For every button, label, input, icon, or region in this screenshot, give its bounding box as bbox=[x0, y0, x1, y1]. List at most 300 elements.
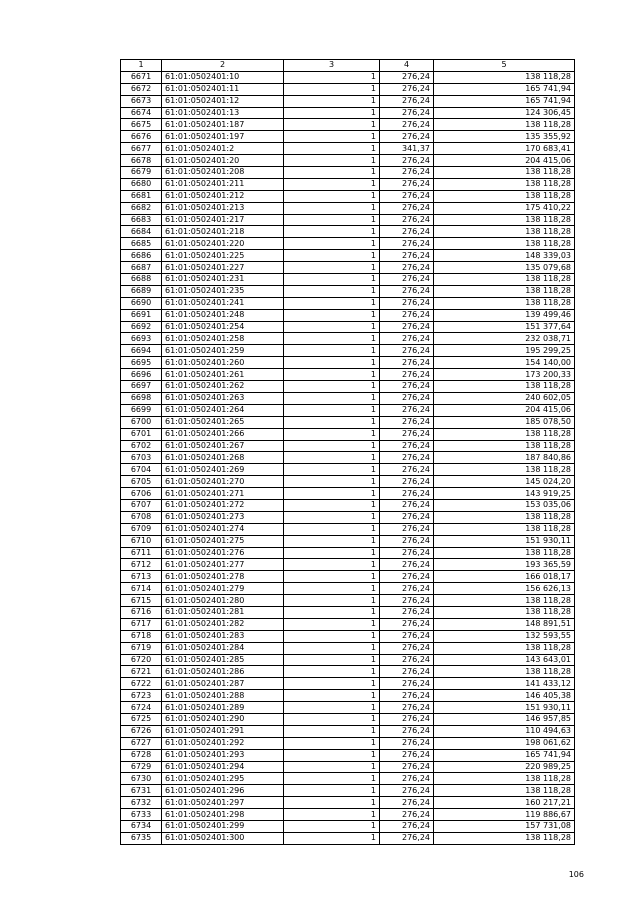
value-cell: 138 118,28 bbox=[434, 274, 575, 286]
value-cell: 138 118,28 bbox=[434, 428, 575, 440]
quantity-cell: 1 bbox=[284, 606, 380, 618]
value-cell: 195 299,25 bbox=[434, 345, 575, 357]
area-cell: 276,24 bbox=[380, 488, 434, 500]
row-number-cell: 6675 bbox=[121, 119, 162, 131]
table-row bbox=[121, 476, 575, 488]
table-row bbox=[121, 262, 575, 274]
area-cell: 276,24 bbox=[380, 821, 434, 833]
cadastral-number-cell: 61:01:0502401:273 bbox=[162, 511, 284, 523]
area-cell: 276,24 bbox=[380, 499, 434, 511]
area-cell: 276,24 bbox=[380, 571, 434, 583]
area-cell: 276,24 bbox=[380, 381, 434, 393]
quantity-cell: 1 bbox=[284, 571, 380, 583]
table-row bbox=[121, 440, 575, 452]
cadastral-number-cell: 61:01:0502401:276 bbox=[162, 547, 284, 559]
table-row bbox=[121, 797, 575, 809]
quantity-cell: 1 bbox=[284, 178, 380, 190]
quantity-cell: 1 bbox=[284, 214, 380, 226]
cadastral-number-cell: 61:01:0502401:213 bbox=[162, 202, 284, 214]
value-cell: 135 355,92 bbox=[434, 131, 575, 143]
quantity-cell: 1 bbox=[284, 452, 380, 464]
area-cell: 276,24 bbox=[380, 797, 434, 809]
cadastral-number-cell: 61:01:0502401:20 bbox=[162, 155, 284, 167]
quantity-cell: 1 bbox=[284, 749, 380, 761]
cadastral-number-cell: 61:01:0502401:296 bbox=[162, 785, 284, 797]
area-cell: 276,24 bbox=[380, 547, 434, 559]
quantity-cell: 1 bbox=[284, 202, 380, 214]
area-cell: 276,24 bbox=[380, 761, 434, 773]
table-row bbox=[121, 333, 575, 345]
table-row bbox=[121, 392, 575, 404]
area-cell: 276,24 bbox=[380, 404, 434, 416]
table-row bbox=[121, 821, 575, 833]
area-cell: 276,24 bbox=[380, 250, 434, 262]
value-cell: 138 118,28 bbox=[434, 190, 575, 202]
table-row bbox=[121, 71, 575, 83]
table-row bbox=[121, 713, 575, 725]
quantity-cell: 1 bbox=[284, 440, 380, 452]
cadastral-number-cell: 61:01:0502401:281 bbox=[162, 606, 284, 618]
row-number-cell: 6692 bbox=[121, 321, 162, 333]
row-number-cell: 6678 bbox=[121, 155, 162, 167]
table-row bbox=[121, 143, 575, 155]
table-row bbox=[121, 167, 575, 179]
quantity-cell: 1 bbox=[284, 654, 380, 666]
value-cell: 119 886,67 bbox=[434, 809, 575, 821]
quantity-cell: 1 bbox=[284, 285, 380, 297]
quantity-cell: 1 bbox=[284, 821, 380, 833]
cadastral-number-cell: 61:01:0502401:278 bbox=[162, 571, 284, 583]
area-cell: 276,24 bbox=[380, 725, 434, 737]
row-number-cell: 6720 bbox=[121, 654, 162, 666]
value-cell: 138 118,28 bbox=[434, 226, 575, 238]
table-row bbox=[121, 274, 575, 286]
row-number-cell: 6725 bbox=[121, 713, 162, 725]
row-number-cell: 6719 bbox=[121, 642, 162, 654]
cadastral-number-cell: 61:01:0502401:283 bbox=[162, 630, 284, 642]
area-cell: 276,24 bbox=[380, 83, 434, 95]
table-row bbox=[121, 297, 575, 309]
table-row bbox=[121, 238, 575, 250]
table-row bbox=[121, 452, 575, 464]
row-number-cell: 6710 bbox=[121, 535, 162, 547]
value-cell: 138 118,28 bbox=[434, 511, 575, 523]
quantity-cell: 1 bbox=[284, 274, 380, 286]
area-cell: 276,24 bbox=[380, 357, 434, 369]
quantity-cell: 1 bbox=[284, 630, 380, 642]
area-cell: 276,24 bbox=[380, 274, 434, 286]
area-cell: 276,24 bbox=[380, 262, 434, 274]
value-cell: 165 741,94 bbox=[434, 83, 575, 95]
area-cell: 276,24 bbox=[380, 666, 434, 678]
quantity-cell: 1 bbox=[284, 535, 380, 547]
quantity-cell: 1 bbox=[284, 809, 380, 821]
value-cell: 187 840,86 bbox=[434, 452, 575, 464]
quantity-cell: 1 bbox=[284, 143, 380, 155]
table-row bbox=[121, 559, 575, 571]
cadastral-number-cell: 61:01:0502401:271 bbox=[162, 488, 284, 500]
row-number-cell: 6701 bbox=[121, 428, 162, 440]
area-cell: 276,24 bbox=[380, 131, 434, 143]
area-cell: 276,24 bbox=[380, 559, 434, 571]
value-cell: 110 494,63 bbox=[434, 725, 575, 737]
value-cell: 151 930,11 bbox=[434, 535, 575, 547]
value-cell: 141 433,12 bbox=[434, 678, 575, 690]
quantity-cell: 1 bbox=[284, 523, 380, 535]
area-cell: 276,24 bbox=[380, 214, 434, 226]
row-number-cell: 6685 bbox=[121, 238, 162, 250]
table-row bbox=[121, 595, 575, 607]
value-cell: 138 118,28 bbox=[434, 606, 575, 618]
area-cell: 276,24 bbox=[380, 785, 434, 797]
row-number-cell: 6727 bbox=[121, 737, 162, 749]
cadastral-number-cell: 61:01:0502401:211 bbox=[162, 178, 284, 190]
area-cell: 276,24 bbox=[380, 440, 434, 452]
value-cell: 138 118,28 bbox=[434, 666, 575, 678]
table-row bbox=[121, 488, 575, 500]
table-row bbox=[121, 642, 575, 654]
quantity-cell: 1 bbox=[284, 773, 380, 785]
row-number-cell: 6716 bbox=[121, 606, 162, 618]
value-cell: 138 118,28 bbox=[434, 440, 575, 452]
row-number-cell: 6680 bbox=[121, 178, 162, 190]
row-number-cell: 6672 bbox=[121, 83, 162, 95]
area-cell: 276,24 bbox=[380, 345, 434, 357]
area-cell: 276,24 bbox=[380, 238, 434, 250]
value-cell: 151 930,11 bbox=[434, 702, 575, 714]
cadastral-number-cell: 61:01:0502401:272 bbox=[162, 499, 284, 511]
table-row bbox=[121, 119, 575, 131]
quantity-cell: 1 bbox=[284, 357, 380, 369]
area-cell: 276,24 bbox=[380, 333, 434, 345]
quantity-cell: 1 bbox=[284, 595, 380, 607]
value-cell: 138 118,28 bbox=[434, 167, 575, 179]
value-cell: 124 306,45 bbox=[434, 107, 575, 119]
area-cell: 276,24 bbox=[380, 535, 434, 547]
value-cell: 165 741,94 bbox=[434, 749, 575, 761]
value-cell: 204 415,06 bbox=[434, 404, 575, 416]
table-row bbox=[121, 202, 575, 214]
table-row bbox=[121, 773, 575, 785]
value-cell: 165 741,94 bbox=[434, 95, 575, 107]
table-row bbox=[121, 535, 575, 547]
row-number-cell: 6735 bbox=[121, 832, 162, 844]
quantity-cell: 1 bbox=[284, 428, 380, 440]
cadastral-number-cell: 61:01:0502401:187 bbox=[162, 119, 284, 131]
cadastral-number-cell: 61:01:0502401:287 bbox=[162, 678, 284, 690]
value-cell: 146 405,38 bbox=[434, 690, 575, 702]
cadastral-number-cell: 61:01:0502401:259 bbox=[162, 345, 284, 357]
value-cell: 139 499,46 bbox=[434, 309, 575, 321]
quantity-cell: 1 bbox=[284, 488, 380, 500]
row-number-cell: 6715 bbox=[121, 595, 162, 607]
area-cell: 276,24 bbox=[380, 749, 434, 761]
cadastral-number-cell: 61:01:0502401:241 bbox=[162, 297, 284, 309]
quantity-cell: 1 bbox=[284, 642, 380, 654]
row-number-cell: 6730 bbox=[121, 773, 162, 785]
quantity-cell: 1 bbox=[284, 238, 380, 250]
quantity-cell: 1 bbox=[284, 559, 380, 571]
row-number-cell: 6691 bbox=[121, 309, 162, 321]
quantity-cell: 1 bbox=[284, 369, 380, 381]
area-cell: 276,24 bbox=[380, 428, 434, 440]
row-number-cell: 6676 bbox=[121, 131, 162, 143]
cadastral-number-cell: 61:01:0502401:208 bbox=[162, 167, 284, 179]
cadastral-number-cell: 61:01:0502401:248 bbox=[162, 309, 284, 321]
area-cell: 276,24 bbox=[380, 309, 434, 321]
value-cell: 132 593,55 bbox=[434, 630, 575, 642]
quantity-cell: 1 bbox=[284, 785, 380, 797]
cadastral-number-cell: 61:01:0502401:212 bbox=[162, 190, 284, 202]
area-cell: 276,24 bbox=[380, 167, 434, 179]
quantity-cell: 1 bbox=[284, 737, 380, 749]
table-row bbox=[121, 345, 575, 357]
area-cell: 276,24 bbox=[380, 606, 434, 618]
header-col-5: 5 bbox=[434, 60, 575, 72]
cadastral-number-cell: 61:01:0502401:225 bbox=[162, 250, 284, 262]
value-cell: 148 891,51 bbox=[434, 618, 575, 630]
value-cell: 220 989,25 bbox=[434, 761, 575, 773]
row-number-cell: 6704 bbox=[121, 464, 162, 476]
row-number-cell: 6713 bbox=[121, 571, 162, 583]
area-cell: 276,24 bbox=[380, 642, 434, 654]
table-row bbox=[121, 95, 575, 107]
cadastral-number-cell: 61:01:0502401:290 bbox=[162, 713, 284, 725]
cadastral-number-cell: 61:01:0502401:227 bbox=[162, 262, 284, 274]
value-cell: 175 410,22 bbox=[434, 202, 575, 214]
row-number-cell: 6684 bbox=[121, 226, 162, 238]
area-cell: 276,24 bbox=[380, 832, 434, 844]
table-row bbox=[121, 702, 575, 714]
cadastral-number-cell: 61:01:0502401:268 bbox=[162, 452, 284, 464]
area-cell: 276,24 bbox=[380, 476, 434, 488]
table-row bbox=[121, 107, 575, 119]
quantity-cell: 1 bbox=[284, 583, 380, 595]
quantity-cell: 1 bbox=[284, 832, 380, 844]
row-number-cell: 6721 bbox=[121, 666, 162, 678]
header-row bbox=[121, 60, 575, 72]
header-col-2: 2 bbox=[162, 60, 284, 72]
area-cell: 276,24 bbox=[380, 595, 434, 607]
value-cell: 154 140,00 bbox=[434, 357, 575, 369]
cadastral-number-cell: 61:01:0502401:293 bbox=[162, 749, 284, 761]
row-number-cell: 6693 bbox=[121, 333, 162, 345]
row-number-cell: 6708 bbox=[121, 511, 162, 523]
quantity-cell: 1 bbox=[284, 678, 380, 690]
value-cell: 138 118,28 bbox=[434, 547, 575, 559]
value-cell: 204 415,06 bbox=[434, 155, 575, 167]
value-cell: 135 079,68 bbox=[434, 262, 575, 274]
quantity-cell: 1 bbox=[284, 416, 380, 428]
quantity-cell: 1 bbox=[284, 618, 380, 630]
row-number-cell: 6694 bbox=[121, 345, 162, 357]
value-cell: 138 118,28 bbox=[434, 297, 575, 309]
cadastral-number-cell: 61:01:0502401:274 bbox=[162, 523, 284, 535]
area-cell: 276,24 bbox=[380, 523, 434, 535]
area-cell: 276,24 bbox=[380, 713, 434, 725]
row-number-cell: 6688 bbox=[121, 274, 162, 286]
cadastral-number-cell: 61:01:0502401:263 bbox=[162, 392, 284, 404]
row-number-cell: 6681 bbox=[121, 190, 162, 202]
row-number-cell: 6698 bbox=[121, 392, 162, 404]
area-cell: 276,24 bbox=[380, 618, 434, 630]
quantity-cell: 1 bbox=[284, 83, 380, 95]
quantity-cell: 1 bbox=[284, 476, 380, 488]
quantity-cell: 1 bbox=[284, 547, 380, 559]
quantity-cell: 1 bbox=[284, 297, 380, 309]
table-row bbox=[121, 285, 575, 297]
value-cell: 148 339,03 bbox=[434, 250, 575, 262]
area-cell: 276,24 bbox=[380, 737, 434, 749]
value-cell: 138 118,28 bbox=[434, 71, 575, 83]
table-row bbox=[121, 511, 575, 523]
table-row bbox=[121, 606, 575, 618]
value-cell: 143 643,01 bbox=[434, 654, 575, 666]
table-row bbox=[121, 155, 575, 167]
cadastral-number-cell: 61:01:0502401:220 bbox=[162, 238, 284, 250]
row-number-cell: 6702 bbox=[121, 440, 162, 452]
quantity-cell: 1 bbox=[284, 392, 380, 404]
cadastral-number-cell: 61:01:0502401:299 bbox=[162, 821, 284, 833]
row-number-cell: 6712 bbox=[121, 559, 162, 571]
quantity-cell: 1 bbox=[284, 262, 380, 274]
table-row bbox=[121, 832, 575, 844]
row-number-cell: 6671 bbox=[121, 71, 162, 83]
cadastral-number-cell: 61:01:0502401:218 bbox=[162, 226, 284, 238]
cadastral-number-cell: 61:01:0502401:12 bbox=[162, 95, 284, 107]
cadastral-number-cell: 61:01:0502401:300 bbox=[162, 832, 284, 844]
value-cell: 170 683,41 bbox=[434, 143, 575, 155]
area-cell: 276,24 bbox=[380, 95, 434, 107]
area-cell: 276,24 bbox=[380, 464, 434, 476]
area-cell: 276,24 bbox=[380, 119, 434, 131]
cadastral-number-cell: 61:01:0502401:289 bbox=[162, 702, 284, 714]
row-number-cell: 6714 bbox=[121, 583, 162, 595]
cadastral-number-cell: 61:01:0502401:270 bbox=[162, 476, 284, 488]
row-number-cell: 6697 bbox=[121, 381, 162, 393]
row-number-cell: 6683 bbox=[121, 214, 162, 226]
value-cell: 232 038,71 bbox=[434, 333, 575, 345]
quantity-cell: 1 bbox=[284, 464, 380, 476]
area-cell: 276,24 bbox=[380, 369, 434, 381]
quantity-cell: 1 bbox=[284, 167, 380, 179]
quantity-cell: 1 bbox=[284, 107, 380, 119]
area-cell: 276,24 bbox=[380, 583, 434, 595]
register-table bbox=[120, 59, 575, 845]
table-row bbox=[121, 83, 575, 95]
cadastral-number-cell: 61:01:0502401:267 bbox=[162, 440, 284, 452]
row-number-cell: 6734 bbox=[121, 821, 162, 833]
table-row bbox=[121, 178, 575, 190]
table-row bbox=[121, 404, 575, 416]
area-cell: 276,24 bbox=[380, 690, 434, 702]
table-row bbox=[121, 369, 575, 381]
row-number-cell: 6707 bbox=[121, 499, 162, 511]
row-number-cell: 6709 bbox=[121, 523, 162, 535]
row-number-cell: 6687 bbox=[121, 262, 162, 274]
page-number: 106 bbox=[568, 870, 584, 879]
area-cell: 276,24 bbox=[380, 297, 434, 309]
row-number-cell: 6689 bbox=[121, 285, 162, 297]
table-row bbox=[121, 357, 575, 369]
quantity-cell: 1 bbox=[284, 690, 380, 702]
value-cell: 157 731,08 bbox=[434, 821, 575, 833]
cadastral-number-cell: 61:01:0502401:291 bbox=[162, 725, 284, 737]
value-cell: 145 024,20 bbox=[434, 476, 575, 488]
quantity-cell: 1 bbox=[284, 321, 380, 333]
cadastral-number-cell: 61:01:0502401:282 bbox=[162, 618, 284, 630]
row-number-cell: 6673 bbox=[121, 95, 162, 107]
quantity-cell: 1 bbox=[284, 333, 380, 345]
quantity-cell: 1 bbox=[284, 713, 380, 725]
area-cell: 276,24 bbox=[380, 511, 434, 523]
row-number-cell: 6677 bbox=[121, 143, 162, 155]
row-number-cell: 6700 bbox=[121, 416, 162, 428]
cadastral-number-cell: 61:01:0502401:10 bbox=[162, 71, 284, 83]
cadastral-number-cell: 61:01:0502401:231 bbox=[162, 274, 284, 286]
row-number-cell: 6728 bbox=[121, 749, 162, 761]
cadastral-number-cell: 61:01:0502401:298 bbox=[162, 809, 284, 821]
row-number-cell: 6731 bbox=[121, 785, 162, 797]
row-number-cell: 6717 bbox=[121, 618, 162, 630]
quantity-cell: 1 bbox=[284, 71, 380, 83]
table-row bbox=[121, 809, 575, 821]
value-cell: 138 118,28 bbox=[434, 238, 575, 250]
area-cell: 276,24 bbox=[380, 155, 434, 167]
table-row bbox=[121, 571, 575, 583]
cadastral-number-cell: 61:01:0502401:217 bbox=[162, 214, 284, 226]
table-row bbox=[121, 499, 575, 511]
row-number-cell: 6729 bbox=[121, 761, 162, 773]
row-number-cell: 6711 bbox=[121, 547, 162, 559]
cadastral-number-cell: 61:01:0502401:297 bbox=[162, 797, 284, 809]
cadastral-number-cell: 61:01:0502401:284 bbox=[162, 642, 284, 654]
row-number-cell: 6690 bbox=[121, 297, 162, 309]
value-cell: 151 377,64 bbox=[434, 321, 575, 333]
quantity-cell: 1 bbox=[284, 119, 380, 131]
value-cell: 198 061,62 bbox=[434, 737, 575, 749]
area-cell: 276,24 bbox=[380, 702, 434, 714]
value-cell: 173 200,33 bbox=[434, 369, 575, 381]
table-row bbox=[121, 381, 575, 393]
area-cell: 276,24 bbox=[380, 202, 434, 214]
row-number-cell: 6733 bbox=[121, 809, 162, 821]
quantity-cell: 1 bbox=[284, 761, 380, 773]
row-number-cell: 6722 bbox=[121, 678, 162, 690]
cadastral-number-cell: 61:01:0502401:286 bbox=[162, 666, 284, 678]
cadastral-number-cell: 61:01:0502401:279 bbox=[162, 583, 284, 595]
quantity-cell: 1 bbox=[284, 226, 380, 238]
value-cell: 185 078,50 bbox=[434, 416, 575, 428]
cadastral-number-cell: 61:01:0502401:288 bbox=[162, 690, 284, 702]
row-number-cell: 6726 bbox=[121, 725, 162, 737]
value-cell: 138 118,28 bbox=[434, 523, 575, 535]
table-row bbox=[121, 226, 575, 238]
area-cell: 276,24 bbox=[380, 71, 434, 83]
cadastral-number-cell: 61:01:0502401:197 bbox=[162, 131, 284, 143]
quantity-cell: 1 bbox=[284, 381, 380, 393]
table-header bbox=[121, 60, 575, 72]
quantity-cell: 1 bbox=[284, 797, 380, 809]
cadastral-number-cell: 61:01:0502401:294 bbox=[162, 761, 284, 773]
table-row bbox=[121, 583, 575, 595]
value-cell: 240 602,05 bbox=[434, 392, 575, 404]
cadastral-number-cell: 61:01:0502401:292 bbox=[162, 737, 284, 749]
quantity-cell: 1 bbox=[284, 190, 380, 202]
value-cell: 153 035,06 bbox=[434, 499, 575, 511]
cadastral-number-cell: 61:01:0502401:11 bbox=[162, 83, 284, 95]
area-cell: 276,24 bbox=[380, 678, 434, 690]
